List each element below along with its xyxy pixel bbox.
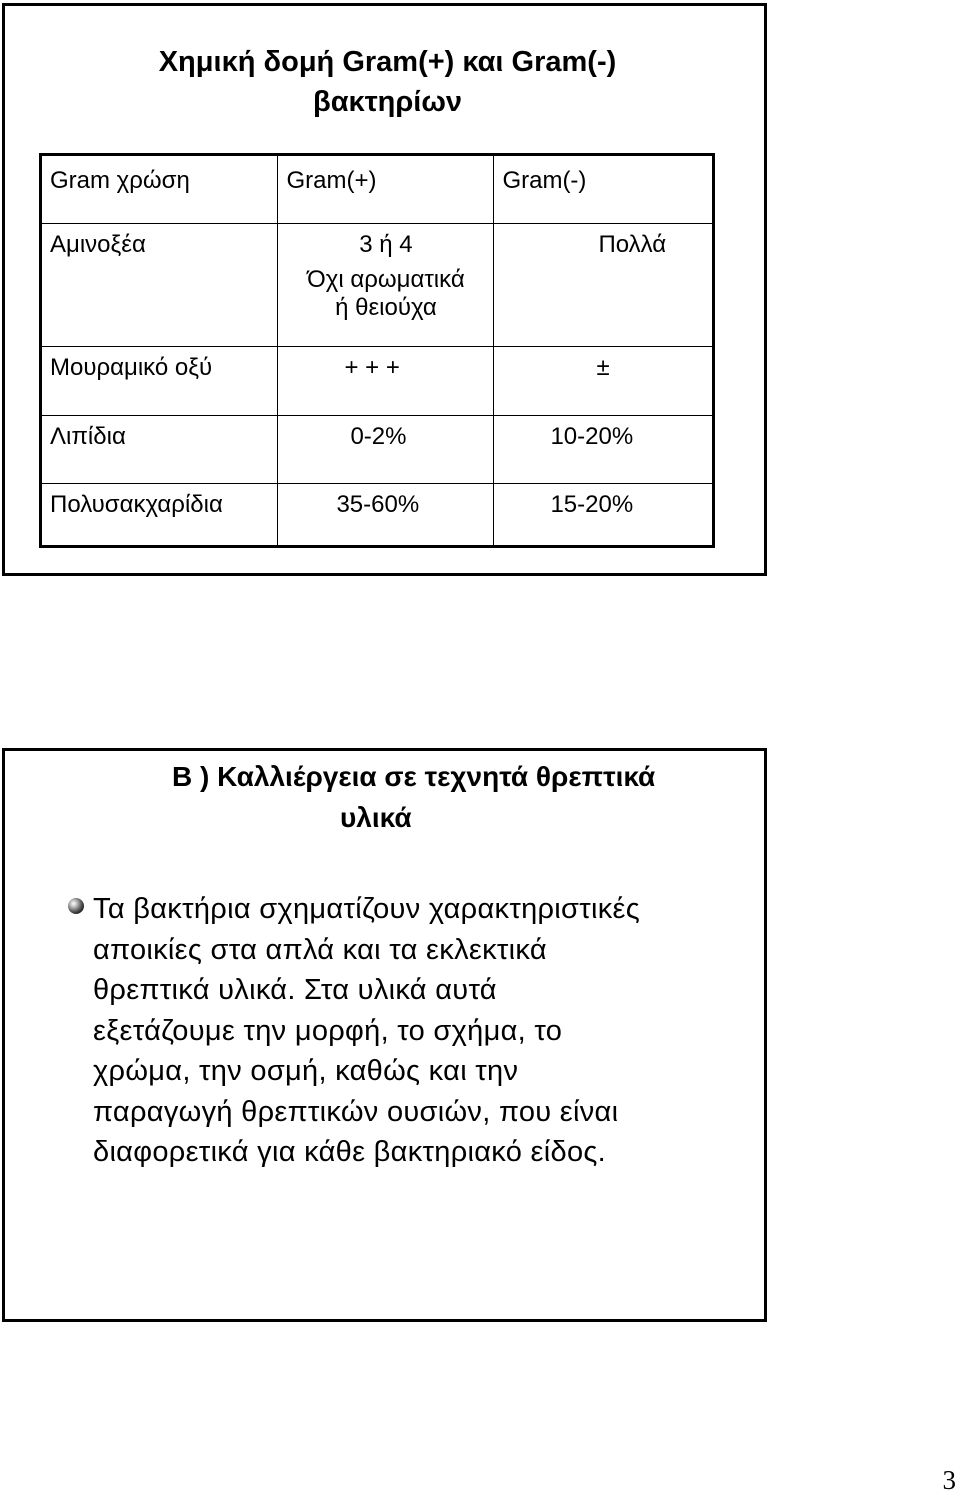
header-stain-label: Gram χρώση	[50, 167, 190, 194]
table-row	[41, 347, 714, 416]
header-cell-gram-negative	[494, 155, 714, 224]
gram-positive-cell	[278, 223, 494, 347]
page-number: 3	[942, 1465, 956, 1495]
row-label: Πολυσακχαρίδια	[50, 491, 223, 519]
slide-2-title-line-1: Β ) Καλλιέργεια σε τεχνητά θρεπτικά	[172, 761, 656, 792]
gram-negative-value: Πολλά	[598, 230, 667, 258]
bullet-line: αποικίες στα απλά και τα εκλεκτικά	[93, 933, 547, 966]
header-gram-positive-label: Gram(+)	[286, 167, 377, 194]
row-label: Αμινοξέα	[50, 230, 146, 258]
header-cell-gram-positive	[278, 155, 494, 224]
slide-1-title	[5, 42, 770, 122]
row-label: Λιπίδια	[50, 422, 126, 450]
gram-positive-value: + + +	[344, 354, 400, 382]
bullet-line: θρεπτικά υλικά. Στα υλικά αυτά	[93, 974, 497, 1006]
row-label-cell	[41, 347, 278, 416]
table-row	[41, 484, 714, 547]
slide-1-title-line-2: βακτηρίων	[313, 86, 462, 118]
slide-1	[2, 3, 767, 576]
gram-positive-cell	[278, 347, 494, 416]
gram-negative-cell	[494, 223, 714, 347]
gram-negative-cell	[494, 415, 714, 484]
gram-negative-value: ±	[596, 354, 610, 382]
gram-negative-value: 15-20%	[550, 491, 634, 519]
row-label: Μουραμικό οξύ	[50, 354, 213, 382]
row-label-cell	[41, 223, 278, 347]
gram-positive-cell	[278, 484, 494, 547]
gram-positive-note-line-1: Όχι αρωματικά	[307, 265, 465, 293]
bullet-line: Τα βακτήρια σχηματίζουν χαρακτηριστικές	[93, 893, 641, 925]
row-label-cell	[41, 415, 278, 484]
bullet-line: παραγωγή θρεπτικών ουσιών, που είναι	[93, 1095, 619, 1128]
gram-positive-value: 3 ή 4	[359, 230, 413, 258]
table-header-row	[41, 155, 714, 224]
gram-positive-value: 35-60%	[336, 491, 420, 519]
gram-negative-cell	[494, 484, 714, 547]
table-row	[41, 223, 714, 347]
gram-composition-table	[39, 153, 715, 548]
header-gram-negative-label: Gram(-)	[502, 167, 587, 194]
header-cell-stain	[41, 155, 278, 224]
slide-1-title-line-1: Χημική δομή Gram(+) και Gram(-)	[158, 46, 617, 78]
slide-2	[2, 748, 767, 1322]
sphere-bullet-icon	[67, 897, 85, 915]
bullet-paragraph	[93, 889, 743, 1173]
gram-negative-cell	[494, 347, 714, 416]
table-row	[41, 415, 714, 484]
gram-positive-cell	[278, 415, 494, 484]
slide-2-title-line-2: υλικά	[340, 802, 412, 833]
gram-negative-value: 10-20%	[550, 422, 634, 450]
gram-positive-note-line-2: ή θειούχα	[335, 293, 437, 321]
row-label-cell	[41, 484, 278, 547]
bullet-line: χρώμα, την οσμή, καθώς και την	[93, 1055, 519, 1087]
bullet-line: διαφορετικά για κάθε βακτηριακό είδος.	[93, 1136, 607, 1168]
gram-positive-value: 0-2%	[350, 422, 407, 450]
bullet-line: εξετάζουμε την μορφή, το σχήμα, το	[93, 1014, 563, 1047]
